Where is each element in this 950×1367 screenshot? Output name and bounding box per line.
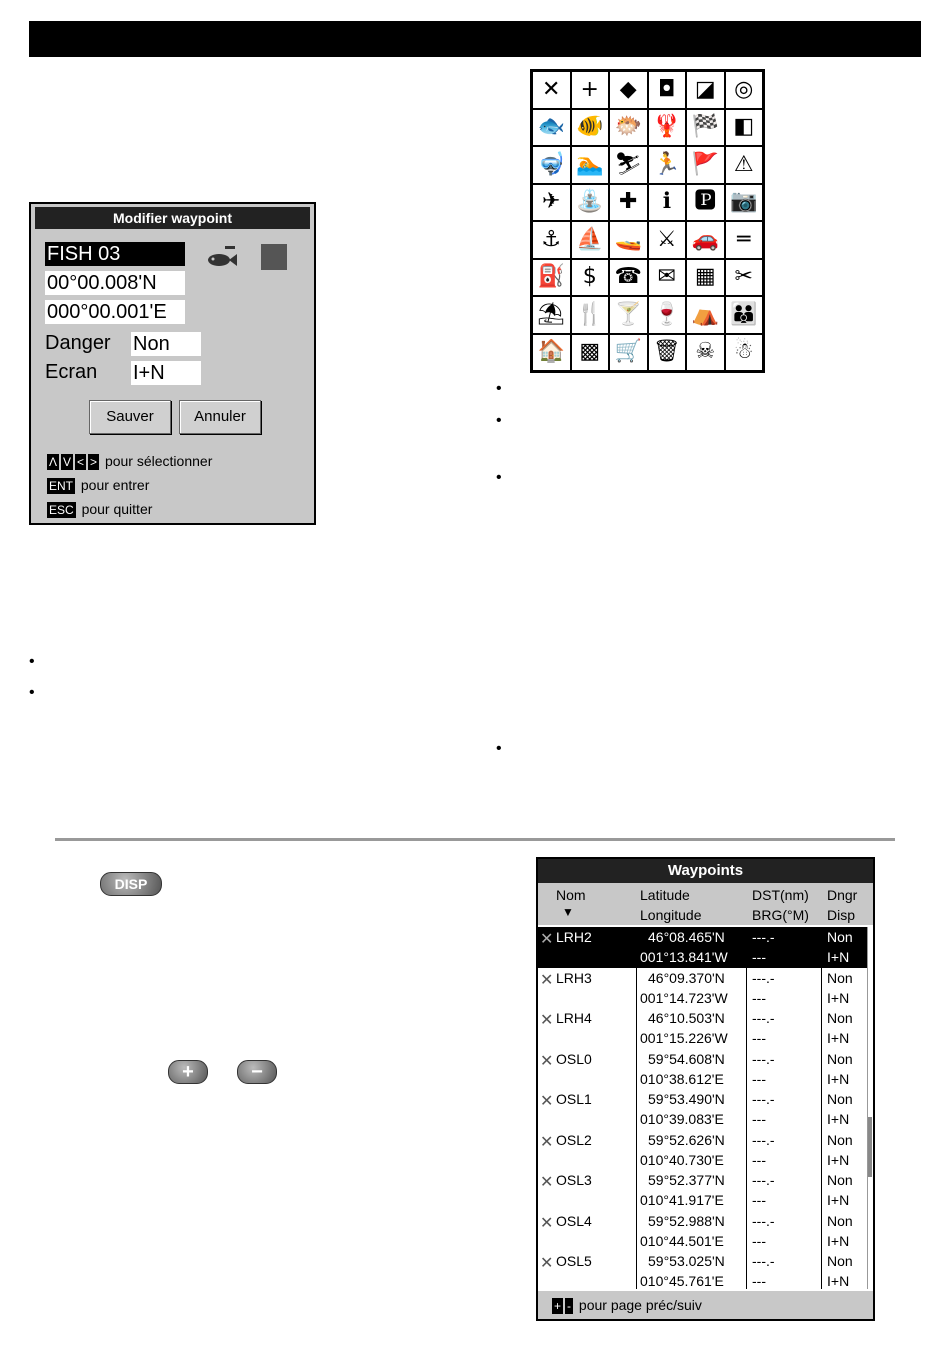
hint-enter — [47, 476, 149, 494]
symbol-cell-icon[interactable]: 📷 — [725, 184, 764, 222]
waypoints-list-window — [536, 857, 875, 1321]
symbol-cell-icon[interactable]: ⛽ — [532, 259, 571, 297]
symbol-cell-icon[interactable]: + — [571, 71, 610, 109]
waypoint-cross-icon: ✕ — [540, 1174, 554, 1191]
col-dngr[interactable]: Dngr — [827, 887, 858, 903]
waypoint-name: LRH4 — [556, 1010, 592, 1026]
symbol-cell-icon[interactable]: ⚔ — [648, 221, 687, 259]
waypoint-latitude: 46°10.503'N — [648, 1010, 725, 1026]
waypoint-cross-icon: ✕ — [540, 1255, 554, 1272]
waypoint-display: I+N — [827, 949, 850, 965]
waypoint-dst: ---.- — [752, 929, 775, 945]
symbol-cell-icon[interactable]: ⚠ — [725, 146, 764, 184]
waypoint-cross-icon: ✕ — [540, 1093, 554, 1110]
col-latitude[interactable]: Latitude — [640, 887, 690, 903]
edit-waypoint-dialog — [29, 202, 316, 525]
waypoint-brg: --- — [752, 1151, 766, 1168]
table-row[interactable] — [538, 1049, 867, 1090]
symbol-cell-icon[interactable]: 🏠 — [532, 334, 571, 372]
symbol-cell-icon[interactable]: $ — [571, 259, 610, 297]
symbol-cell-icon[interactable]: ☎ — [609, 259, 648, 297]
esc-key: ESC — [49, 503, 74, 518]
up-key: Λ — [49, 455, 58, 470]
symbol-cell-icon[interactable]: ⚓ — [532, 221, 571, 259]
waypoints-footer — [538, 1291, 873, 1319]
waypoint-cross-icon: ✕ — [540, 1012, 554, 1029]
waypoint-longitude: 010°41.917'E — [640, 1192, 724, 1208]
symbol-grid — [530, 69, 765, 373]
symbol-cell-icon[interactable]: ◧ — [725, 109, 764, 147]
waypoint-name: OSL5 — [556, 1253, 592, 1269]
waypoint-longitude: 010°39.083'E — [640, 1111, 724, 1127]
waypoint-dst: ---.- — [752, 1050, 775, 1067]
waypoint-latitude: 59°52.988'N — [648, 1212, 725, 1229]
section-divider — [55, 838, 895, 841]
waypoint-dst: ---.- — [752, 1253, 775, 1269]
col-name[interactable]: Nom — [556, 887, 586, 903]
waypoint-display: I+N — [827, 1151, 850, 1168]
waypoint-longitude: 001°15.226'W — [640, 1030, 728, 1046]
bullet: • — [496, 412, 502, 429]
cancel-button[interactable]: Annuler — [179, 400, 261, 434]
longitude-field[interactable]: 000°00.001'E — [45, 300, 185, 324]
plus-key: + — [554, 1299, 562, 1314]
col-dst[interactable]: DST(nm) — [752, 887, 809, 903]
footer-text: pour page préc/suiv — [578, 1297, 702, 1313]
waypoint-longitude: 010°38.612'E — [640, 1070, 724, 1087]
waypoint-name: OSL4 — [556, 1212, 592, 1229]
waypoint-brg: --- — [752, 1070, 766, 1087]
waypoint-longitude: 010°40.730'E — [640, 1151, 724, 1168]
symbol-cell-icon[interactable]: ℹ — [648, 184, 687, 222]
symbol-cell-icon[interactable]: 🤿 — [532, 146, 571, 184]
table-row[interactable] — [538, 1008, 867, 1049]
waypoint-latitude: 46°09.370'N — [648, 969, 725, 986]
symbol-cell-icon[interactable]: 🦞 — [648, 109, 687, 147]
symbol-cell-icon[interactable]: ▩ — [571, 334, 610, 372]
symbol-cell-icon[interactable]: ◘ — [648, 71, 687, 109]
symbol-cell-icon[interactable]: ⛵ — [571, 221, 610, 259]
waypoint-brg: --- — [752, 1111, 766, 1127]
waypoint-dst: ---.- — [752, 1131, 775, 1148]
column-divider — [746, 927, 747, 1289]
symbol-cell-icon[interactable]: ☃ — [725, 334, 764, 372]
waypoint-dst: ---.- — [752, 1172, 775, 1188]
waypoint-display: I+N — [827, 1111, 850, 1127]
danger-field[interactable]: Non — [131, 332, 201, 356]
symbol-cell-icon[interactable]: 🏁 — [686, 109, 725, 147]
symbol-cell-icon[interactable]: ✈ — [532, 184, 571, 222]
waypoints-header — [538, 883, 873, 925]
waypoint-danger: Non — [827, 929, 853, 945]
table-row[interactable] — [538, 968, 867, 1009]
hint-quit — [47, 500, 152, 518]
hint-quit-text: pour quitter — [81, 501, 153, 517]
symbol-cell-icon[interactable]: 🍷 — [648, 296, 687, 334]
symbol-cell-icon[interactable]: ═ — [725, 221, 764, 259]
waypoint-brg: --- — [752, 949, 766, 965]
symbol-cell-icon[interactable]: 🐟 — [532, 109, 571, 147]
waypoint-cross-icon: ✕ — [540, 1133, 554, 1151]
column-divider — [821, 927, 822, 1289]
disp-button[interactable]: DISP — [100, 872, 162, 896]
waypoint-name: LRH2 — [556, 929, 592, 945]
page-header-bar — [29, 21, 921, 57]
hint-select — [47, 452, 212, 470]
minus-button[interactable]: − — [237, 1060, 277, 1084]
waypoints-title: Waypoints — [538, 859, 873, 883]
ent-key: ENT — [49, 479, 73, 494]
col-disp[interactable]: Disp — [827, 907, 856, 923]
save-button[interactable]: Sauver — [89, 400, 171, 434]
hint-select-text: pour sélectionner — [104, 453, 213, 469]
scrollbar[interactable] — [867, 927, 872, 1289]
symbol-cell-icon[interactable]: 👪 — [725, 296, 764, 334]
left-key: < — [77, 455, 85, 470]
symbol-cell-icon[interactable]: ✚ — [609, 184, 648, 222]
symbol-cell-icon[interactable]: ⛲ — [571, 184, 610, 222]
waypoint-brg: --- — [752, 1192, 766, 1208]
bullet: • — [496, 740, 502, 757]
waypoint-danger: Non — [827, 1253, 853, 1269]
symbol-cell-icon[interactable]: ⛺ — [686, 296, 725, 334]
waypoint-display: I+N — [827, 1273, 850, 1289]
waypoint-danger: Non — [827, 1172, 853, 1188]
waypoint-cross-icon: ✕ — [540, 1052, 554, 1070]
waypoint-name: OSL2 — [556, 1131, 592, 1148]
symbol-cell-icon[interactable]: ⛱ — [532, 296, 571, 334]
waypoint-longitude: 010°44.501'E — [640, 1232, 724, 1249]
waypoint-latitude: 59°52.626'N — [648, 1131, 725, 1148]
waypoint-longitude: 001°14.723'W — [640, 989, 728, 1006]
symbol-cell-icon[interactable]: 🐡 — [609, 109, 648, 147]
waypoint-name: OSL0 — [556, 1050, 592, 1067]
symbol-cell-icon[interactable]: ✉ — [648, 259, 687, 297]
symbol-cell-icon[interactable]: ◎ — [725, 71, 764, 109]
symbol-cell-icon[interactable]: 🏃 — [648, 146, 687, 184]
symbol-cell-icon[interactable]: 🚤 — [609, 221, 648, 259]
waypoint-danger: Non — [827, 1050, 853, 1067]
symbol-cell-icon[interactable]: ◪ — [686, 71, 725, 109]
waypoint-latitude: 46°08.465'N — [648, 929, 725, 945]
symbol-cell-icon[interactable]: ⛷ — [609, 146, 648, 184]
waypoint-display: I+N — [827, 1030, 850, 1046]
symbol-cell-icon[interactable]: 🛒 — [609, 334, 648, 372]
latitude-field[interactable]: 00°00.008'N — [45, 271, 185, 295]
waypoint-display: I+N — [827, 1070, 850, 1087]
waypoint-latitude: 59°53.025'N — [648, 1253, 725, 1269]
symbol-cell-icon[interactable]: 🍴 — [571, 296, 610, 334]
waypoint-name-field[interactable]: FISH 03 — [45, 242, 185, 266]
waypoint-cross-icon: ✕ — [540, 1214, 554, 1232]
waypoint-longitude: 001°13.841'W — [640, 949, 728, 965]
table-row[interactable] — [538, 1211, 867, 1252]
waypoint-danger: Non — [827, 1212, 853, 1229]
danger-label: Danger — [45, 332, 111, 354]
waypoint-cross-icon: ✕ — [540, 931, 554, 948]
bullet: • — [29, 684, 35, 701]
symbol-cell-icon[interactable]: 🚗 — [686, 221, 725, 259]
waypoint-brg: --- — [752, 1030, 766, 1046]
waypoint-dst: ---.- — [752, 969, 775, 986]
color-swatch[interactable] — [261, 244, 287, 270]
waypoint-brg: --- — [752, 1273, 766, 1289]
sort-arrow-icon[interactable]: ▼ — [562, 905, 574, 919]
right-key: > — [90, 455, 98, 470]
symbol-cell-icon[interactable]: 🚩 — [686, 146, 725, 184]
bullet: • — [496, 469, 502, 486]
down-key: V — [63, 455, 72, 470]
waypoint-brg: --- — [752, 989, 766, 1006]
waypoint-dst: ---.- — [752, 1091, 775, 1107]
minus-key: - — [567, 1299, 572, 1314]
plus-button[interactable]: + — [168, 1060, 208, 1084]
waypoint-display: I+N — [827, 1192, 850, 1208]
waypoint-longitude: 010°45.761'E — [640, 1273, 724, 1289]
col-longitude[interactable]: Longitude — [640, 907, 702, 923]
dialog-title: Modifier waypoint — [35, 207, 310, 229]
bullet: • — [496, 380, 502, 397]
waypoint-latitude: 59°52.377'N — [648, 1172, 725, 1188]
waypoint-danger: Non — [827, 1131, 853, 1148]
table-row[interactable] — [538, 1170, 867, 1211]
symbol-cell-icon[interactable]: 🐠 — [571, 109, 610, 147]
waypoint-name: OSL1 — [556, 1091, 592, 1107]
table-row[interactable] — [538, 1089, 867, 1130]
waypoint-name: LRH3 — [556, 969, 592, 986]
symbol-cell-icon[interactable]: ▦ — [686, 259, 725, 297]
waypoint-danger: Non — [827, 1010, 853, 1026]
waypoint-latitude: 59°53.490'N — [648, 1091, 725, 1107]
symbol-cell-icon[interactable]: 🗑 — [648, 334, 687, 372]
column-divider — [636, 927, 637, 1289]
symbol-cell-icon[interactable]: 🅿 — [686, 184, 725, 222]
waypoint-danger: Non — [827, 969, 853, 986]
waypoints-rows — [538, 927, 867, 1292]
scrollbar-thumb[interactable] — [868, 1117, 872, 1177]
waypoint-danger: Non — [827, 1091, 853, 1107]
waypoint-brg: --- — [752, 1232, 766, 1249]
symbol-cell-icon[interactable]: ✂ — [725, 259, 764, 297]
waypoint-display: I+N — [827, 1232, 850, 1249]
symbol-cell-icon[interactable]: 🍸 — [609, 296, 648, 334]
ecran-field[interactable]: I+N — [131, 361, 201, 385]
waypoint-name: OSL3 — [556, 1172, 592, 1188]
waypoint-cross-icon: ✕ — [540, 971, 554, 989]
symbol-cell-icon[interactable]: 🏊 — [571, 146, 610, 184]
waypoint-dst: ---.- — [752, 1010, 775, 1026]
waypoint-latitude: 59°54.608'N — [648, 1050, 725, 1067]
hint-enter-text: pour entrer — [80, 477, 150, 493]
fish-icon[interactable] — [203, 242, 239, 272]
table-row[interactable] — [538, 927, 867, 968]
symbol-cell-icon[interactable]: ✕ — [532, 71, 571, 109]
table-row[interactable] — [538, 1251, 867, 1292]
symbol-cell-icon[interactable]: ◆ — [609, 71, 648, 109]
col-brg[interactable]: BRG(°M) — [752, 907, 809, 923]
ecran-label: Ecran — [45, 361, 98, 383]
waypoint-dst: ---.- — [752, 1212, 775, 1229]
symbol-cell-icon[interactable]: ☠ — [686, 334, 725, 372]
table-row[interactable] — [538, 1130, 867, 1171]
bullet: • — [29, 653, 35, 670]
waypoint-display: I+N — [827, 989, 850, 1006]
